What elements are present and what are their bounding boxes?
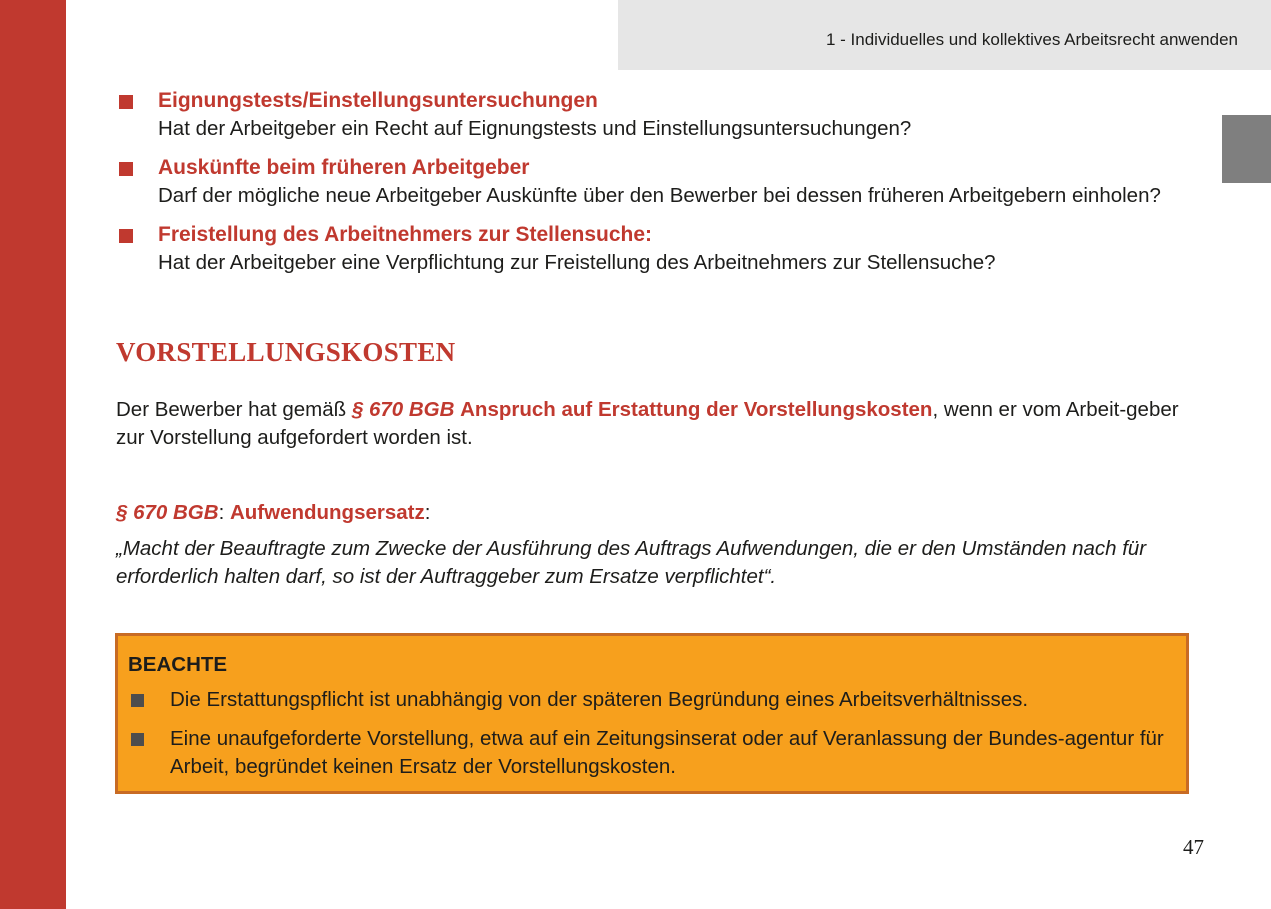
square-bullet-icon xyxy=(131,733,144,746)
list-item-text: Hat der Arbeitgeber ein Recht auf Eignungstests und Einstellungsuntersuchungen? xyxy=(158,117,912,140)
law-citation xyxy=(116,499,430,527)
square-bullet-icon xyxy=(119,162,133,176)
law-name: Aufwendungsersatz xyxy=(229,501,425,524)
law-reference: § 670 BGB xyxy=(351,398,455,421)
section-heading: VORSTELLUNGSKOSTEN xyxy=(116,337,456,367)
note-item-text: Die Erstattungspflicht ist unabhängig von der späteren Begründung eines Arbeitsverhältnisses. xyxy=(170,688,1029,711)
square-bullet-icon xyxy=(131,694,144,707)
note-item-text: Eine unaufgeforderte Vorstellung, etwa auf ein Zeitungsinserat oder auf Veranlassung der Bundes-agentur für Arbeit, begründet keinen Ersatz der Vorstellungskosten. xyxy=(170,727,1164,778)
note-item xyxy=(128,686,1168,714)
chapter-tab-marker xyxy=(1222,115,1271,183)
list-item xyxy=(117,220,1197,277)
note-box xyxy=(115,633,1189,794)
section-paragraph xyxy=(116,396,1191,452)
square-bullet-icon xyxy=(119,229,133,243)
law-reference: § 670 BGB xyxy=(116,501,219,524)
list-item xyxy=(117,86,1197,143)
claim-text: Anspruch auf Erstattung der Vorstellungskosten xyxy=(460,398,933,421)
list-item xyxy=(117,153,1197,210)
paragraph-intro: Der Bewerber hat gemäß xyxy=(116,398,352,421)
left-color-bar xyxy=(0,0,66,909)
chapter-title: 1 - Individuelles und kollektives Arbeitsrecht anwenden xyxy=(825,30,1238,49)
list-item-title: Eignungstests/Einstellungsuntersuchungen xyxy=(158,89,598,112)
list-item-text: Darf der mögliche neue Arbeitgeber Auskünfte über den Bewerber bei dessen früheren Arbeitgebern einholen? xyxy=(158,184,1161,207)
law-quote: „Macht der Beauftragte zum Zwecke der Ausführung des Auftrags Aufwendungen, die er den Umständen nach für erforderlich halten darf, so ist der Auftraggeber zum Ersatze verpflichtet“. xyxy=(116,537,1147,588)
law-separator: : xyxy=(218,501,230,524)
note-list xyxy=(128,686,1168,792)
list-item-text: Hat der Arbeitgeber eine Verpflichtung zur Freistellung des Arbeitnehmers zur Stellensuche? xyxy=(158,251,996,274)
square-bullet-icon xyxy=(119,95,133,109)
page-number: 47 xyxy=(1183,835,1204,859)
list-item-title: Auskünfte beim früheren Arbeitgeber xyxy=(158,156,530,179)
chapter-header xyxy=(618,0,1271,70)
topic-list xyxy=(117,86,1197,287)
note-item xyxy=(128,725,1168,781)
note-title: BEACHTE xyxy=(128,653,228,676)
paragraph-rest: , wenn er vom Arbeit-geber zur Vorstellung aufgefordert worden ist. xyxy=(116,398,1179,449)
law-suffix: : xyxy=(424,501,431,524)
list-item-title: Freistellung des Arbeitnehmers zur Stellensuche: xyxy=(158,223,653,246)
